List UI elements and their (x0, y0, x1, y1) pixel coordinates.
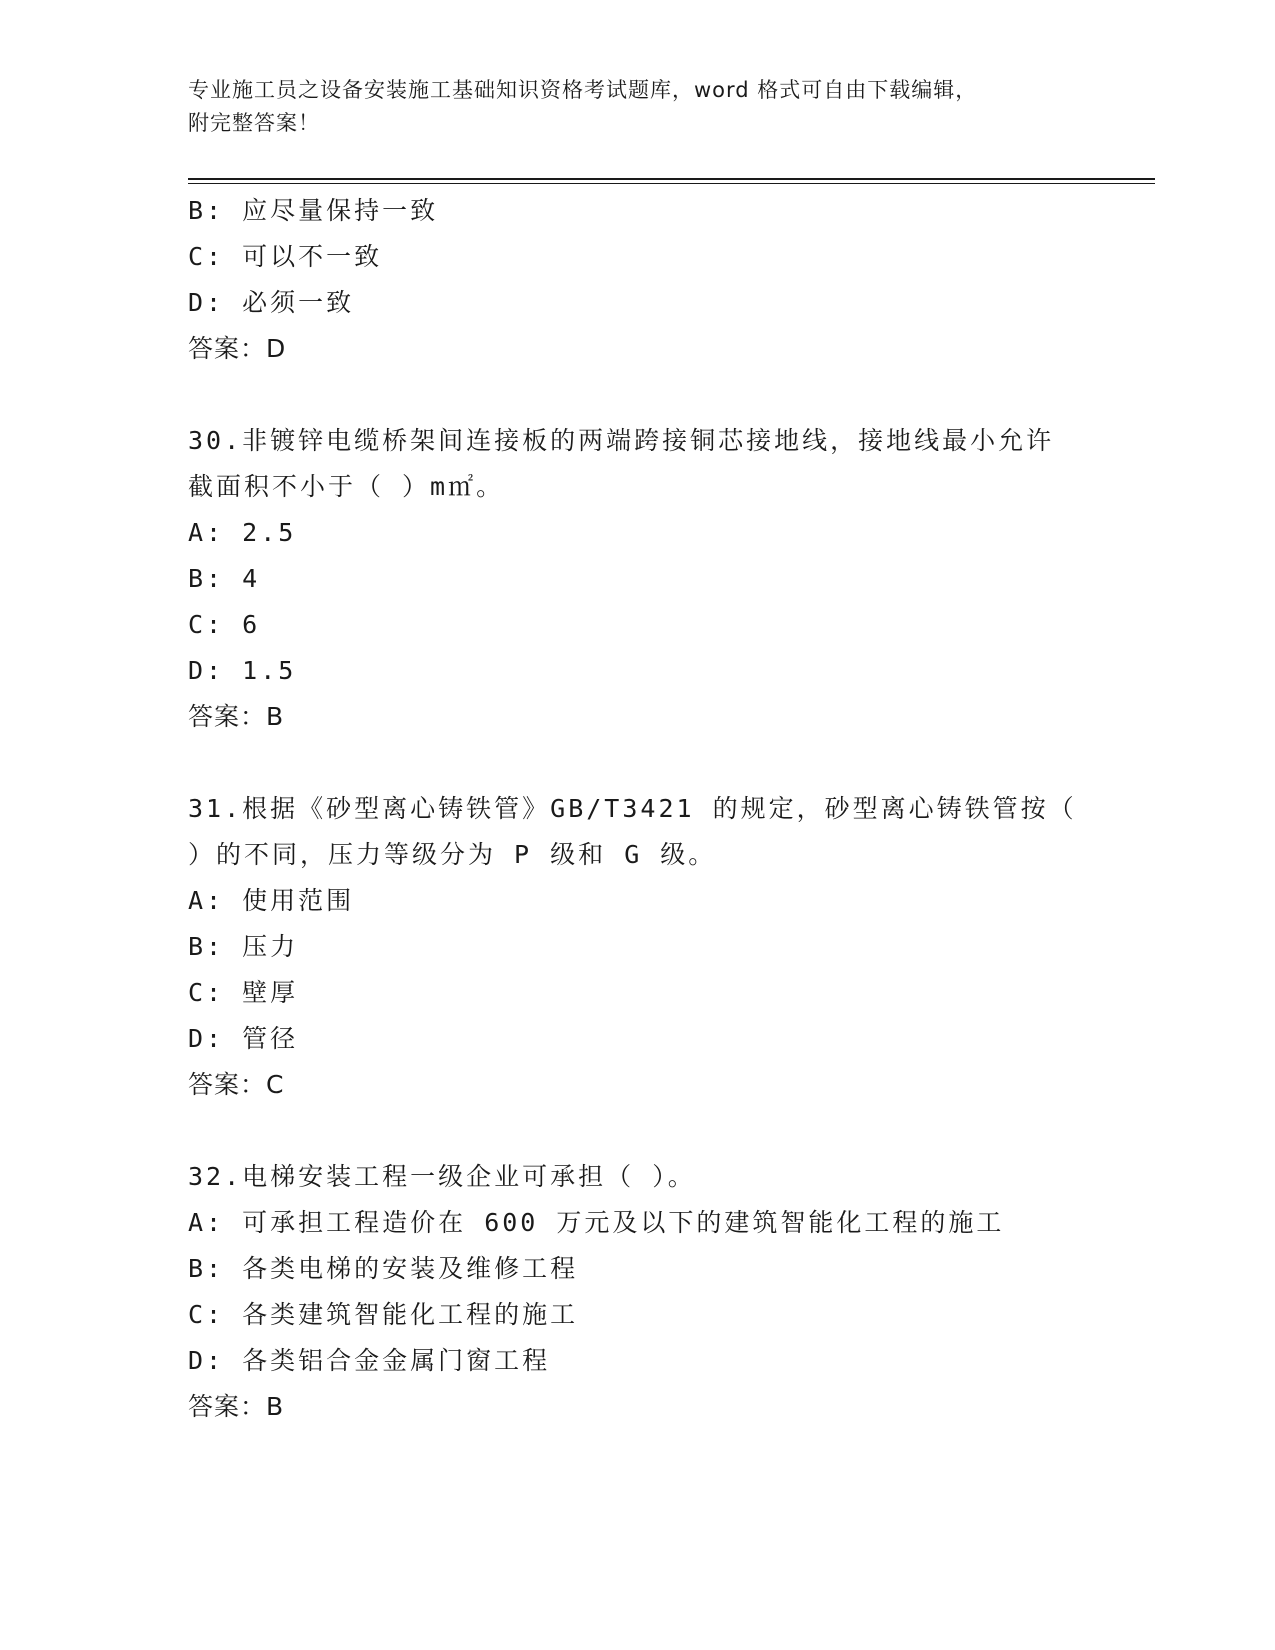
option-c: C: 壁厚 (188, 978, 299, 1007)
option-d: D: 各类铝合金金属门窗工程 (188, 1346, 551, 1375)
option-d: D: 必须一致 (188, 288, 355, 317)
option-b: B: 压力 (188, 932, 299, 961)
option-a: A: 2.5 (188, 518, 297, 547)
header-divider-thin (188, 183, 1155, 184)
option-b: B: 应尽量保持一致 (188, 196, 439, 225)
header-divider-thick (188, 178, 1155, 180)
option-a: A: 使用范围 (188, 886, 355, 915)
question-stem-line-1: 30.非镀锌电缆桥架间连接板的两端跨接铜芯接地线，接地线最小允许 (188, 426, 1055, 455)
question-stem-line-1: 31.根据《砂型离心铸铁管》GB/T3421 的规定，砂型离心铸铁管按（ (188, 794, 1077, 823)
question-29-tail (188, 188, 1118, 372)
document-header (188, 74, 1088, 140)
question-list (188, 188, 1118, 1430)
question-31 (188, 786, 1118, 1108)
question-spacer (188, 740, 1118, 786)
question-30 (188, 418, 1118, 740)
question-spacer (188, 1108, 1118, 1154)
option-c: C: 可以不一致 (188, 242, 383, 271)
answer-line: 答案：D (188, 334, 287, 363)
answer-line: 答案：C (188, 1070, 285, 1099)
option-c: C: 6 (188, 610, 261, 639)
question-stem-line-2: ）的不同，压力等级分为 P 级和 G 级。 (188, 840, 717, 869)
header-line-1: 专业施工员之设备安装施工基础知识资格考试题库，word 格式可自由下载编辑， (188, 78, 978, 102)
answer-line: 答案：B (188, 702, 285, 731)
question-32 (188, 1154, 1118, 1430)
option-a: A: 可承担工程造价在 600 万元及以下的建筑智能化工程的施工 (188, 1208, 1005, 1237)
question-spacer (188, 372, 1118, 418)
option-d: D: 1.5 (188, 656, 297, 685)
option-c: C: 各类建筑智能化工程的施工 (188, 1300, 579, 1329)
header-line-2: 附完整答案！ (188, 111, 320, 135)
option-b: B: 各类电梯的安装及维修工程 (188, 1254, 579, 1283)
question-stem-line-2: 截面积不小于（ ）m㎡。 (188, 472, 505, 501)
option-b: B: 4 (188, 564, 261, 593)
option-d: D: 管径 (188, 1024, 299, 1053)
answer-line: 答案：B (188, 1392, 285, 1421)
question-stem-line-1: 32.电梯安装工程一级企业可承担（ ）。 (188, 1162, 696, 1191)
